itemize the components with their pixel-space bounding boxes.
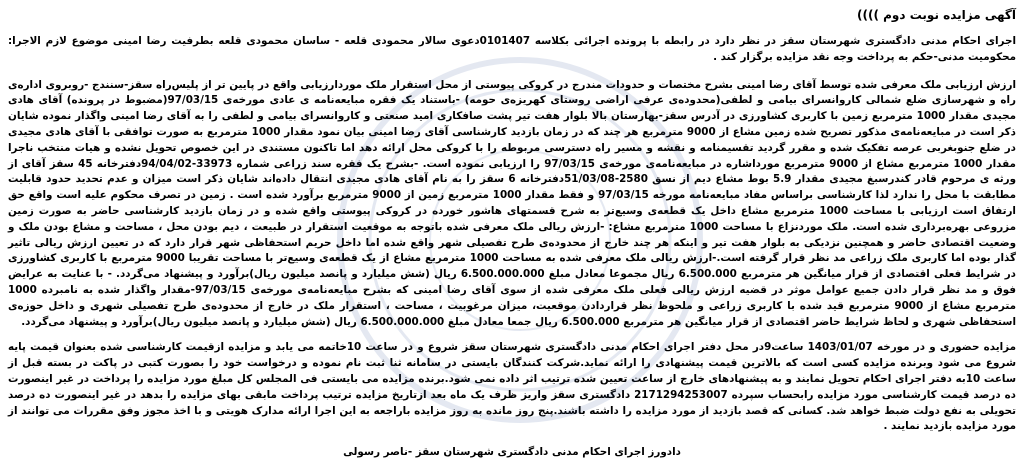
notice-signature: دادورز اجرای احکام مدنی دادگستری شهرستان سقز -ناصر رسولی — [343, 446, 681, 459]
notice-paragraph-auction-terms: مزایده حضوری و در مورخه 1403/01/07 ساعت9در محل دفتر اجرای احکام مدنی دادگستری شهرستان سقز شروع و در ساعت 10خاتمه می یابد و مزایده ازقیمت کارشناسی شده بعنوان قیمت پایه شروع می شود وبرنده مزایده کسی است که بالاترین قیمت پیشنهادی را ارائه نماید.شرکت کنندگان بایستی در سامانه ثنا ثبت نام نموده و درخواست خود را بصورت کتبی در پاکت در بسته قبل از ساعت 10به دفتر اجرای احکام تحویل نمایند و به پیشنهادهای خارج از ساعت تعیین شده ترتیب اثر داده نمی شود.برنده مزایده می بایستی فی المجلس کل مبلغ مورد مزایده را پرداخت در غیر اینصورت ده درصد قیمت کارشناسی مورد مزایده رابحساب سپرده 2171294253007 دادگستری سقز واریز ظرف یک ماه بعد ازتاریخ مزایده ترتیب پرداخت مابقی بهای مزایده را بدهد در غیر اینصورت ده درصد تحویلی به نفع دولت ضبط خواهد شد. کسانی که قصد بازدید از مورد مزایده را داشته باشند.پنج روز مانده به روز مزایده باراجعه به این اجرا ارائه مدارک هویتی و با اخذ مجوز وفق مقررات می توانند از مورد مزایده بازدید نمایند . — [8, 341, 1016, 433]
notice-heading: آگهی مزایده نوبت دوم )))) — [857, 8, 1016, 22]
notice-paragraph-valuation: ارزش ارزیابی ملک معرفی شده توسط آقای رضا امینی بشرح مختصات و حدودات مندرج در کروکی پیوستی از محل استقرار ملک موردارزیابی واقع در پایین تر از پلیس‌راه سقز-سنندج -روبروی اداره‌ی راه و شهرسازی ضلع شمالی کاروانسرای بیامی و لطفی(محدوده‌ی عرفی اراضی روستای کهریزه‌ی حومه) -باستناد یک فقره مبایعه‌نامه ی عادی مورخه‌ی 97/03/15(مضبوط در پرونده) آقای هادی مجیدی مقدار 1000 مترمربع زمین با کاربری کشاورزی در آدرس سقز-بهارستان بالا بلوار هفت تیر پشت صافکاری امید صنعتی و کاروانسرای بیامی و لطفی را به آقای رضا امینی واگذار نموده شایان ذکر است در مبایعه‌نامه‌ی مذکور تصریح شده زمین مشاع از 9000 مترمربع هر چند که در زمان بازدید کارشناسی آقای رضا امینی بیان نمود مقدار 1000 مترمربع به صورت توافقی با آقای هادی مجیدی در ضلع جنوبغربی عرصه تفکیک شده و مقرر گردید تقسیمنامه و نقشه و مسیر راه دسترسی مربوطه را با کروکی محل ارائه دهد اما تاکنون مستندی در این خصوص تحویل نشده و هیات منتخب ناجرا مقدار 1000 مترمربع مشاع از 9000 مترمربع مورداشاره در مبایعه‌نامه‌ی مورخه‌ی 97/03/15 را ارزیابی نموده است. -بشرح یک فقره سند زراعی شماره 33973-94/04/02دفترخانه 45 سقز آقای از ورثه ی مرحوم قادر کندرسبغ مجیدی مقدار 5.9 بوط مشاع دیم از نسق 2580-51/03/08دفترخانه 6 سقز را به نام آقای هادی مجیدی انتقال داده‌اند شایان ذکر است میزان و عدم تحدید حدود قابلیت مطابقت با محل را ندارد لذا کارشناسی براساس مفاد مبایعه‌نامه مورخه 97/03/15 و فقط مقدار 1000 مترمربع زمین از 9000 مترمربع برآورد شده است . زمین در تصرف محکوم علیه است واقع حق ارتفاق است ارزیابی با مساحت 1000 مترمربع مشاع داخل یک قطعه‌ی وسیع‌تر به شرح قسمتهای هاشور خورده در کروکی پیوستی واقع شده و در زمان بازدید کارشناسی حاضر به صورت زمین مزروعی بهره‌برداری شده است. ملک موردنزاع با مساحت 1000 مترمربع مشاع: -ارزش ریالی ملک معرفی شده باتوجه به موقعیت استقرار در طبیعت ، دیم بودن محل ، مساحت و مشاع بودن ملک و وضعیت اقتصادی حاضر و همچنین نزدیکی به بلوار هفت تیر و اینکه هر چند خارج از محدوده‌ی طرح تفصیلی شهر واقع شده اما داخل حریم استحفاظی شهر قرار دارد که در تعیین ارزش ریالی تاثیر گذار بوده اما کاربری ملک زراعی مد نظر قرار گرفته است.-ارزش ریالی ملک معرفی شده به مساحت 1000 مترمربع مشاع از یک قطعه‌ی وسیع‌تر با مساحت تقریبا 9000 مترمربع با کاربری کشاورزی در شرایط فعلی اقتصادی از قرار میانگین هر مترمربع 6.500.000 ریال مجموعا معادل مبلغ 6.500.000.000 ریال (شش میلیارد و پانصد میلیون ریال)برآورد و پیشنهاد می‌گردد. - با عنایت به عرایض فوق و مد نظر قرار دادن جمیع عوامل موثر در قضیه ارزش ریالی فعلی ملک معرفی شده از سوی آقای رضا امینی که بشرح مبایعه‌نامه‌ی مورخه‌ی 97/03/15-مقدار واگذار شده به نامبرده 1000 مترمربع مشاع از 9000 مترمربع قید شده با کاربری زراعی و ملحوظ نظر قراردادن موقعیت، میزان مرغوبیت ، مساحت ، استقرار ملک در خارج از محدوده‌ی طرح تفصیلی شهری و داخل حوزه‌ی استحفاظی شهری و لحاظ شرایط حاضر اقتصادی از قرار میانگین هر مترمربع 6.500.000 ریال جمعا معادل مبلغ 6.500.000.000 ریال (شش میلیارد و پانصد میلیون ریال)برآورد و پیشنهاد می‌گردد. — [8, 78, 1016, 328]
notice-paragraph-intro: اجرای احکام مدنی دادگستری شهرستان سقز در نظر دارد در رابطه با پرونده اجرائی بکلاسه 0101407دعوی سالار محمودی قلعه - ساسان محمودی قلعه بطرفیت رضا امینی موضوع لازم الاجرا: محکومیت مدنی-حکم به پرداخت وجه نقد مزایده برگزار کند . — [8, 35, 1016, 63]
